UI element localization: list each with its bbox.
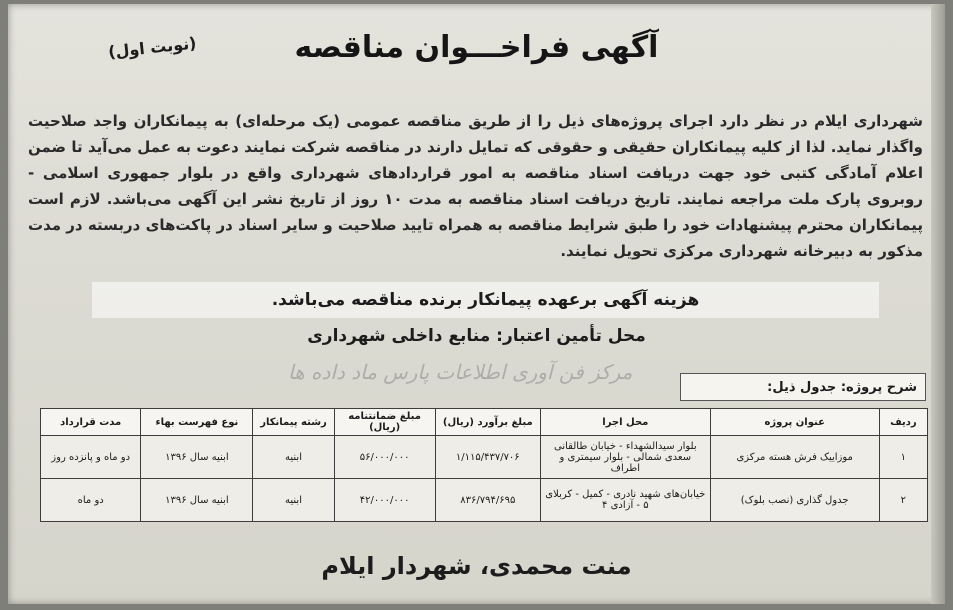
table-row	[41, 479, 928, 522]
cell-contractor-field: ابنیه	[253, 436, 334, 479]
cell-project-title: جدول گذاری (نصب بلوک)	[710, 479, 879, 522]
col-header-guarantee: مبلغ ضمانتنامه (ریال)	[334, 409, 435, 436]
project-description-label	[680, 373, 926, 401]
table-row	[41, 436, 928, 479]
project-description-text: شرح پروژه: جدول ذیل:	[767, 379, 917, 395]
notice-title: آگهی فراخـــوان مناقصه	[294, 30, 659, 65]
cell-guarantee: ۴۲/۰۰۰/۰۰۰	[334, 479, 435, 522]
col-header-location: محل اجرا	[540, 409, 710, 436]
cell-guarantee: ۵۶/۰۰۰/۰۰۰	[334, 436, 435, 479]
cell-duration: دو ماه و پانزده روز	[41, 436, 141, 479]
col-header-contractor-field: رشته پیمانکار	[253, 409, 334, 436]
cell-row-number: ۱	[879, 436, 927, 479]
table-header-row	[41, 409, 928, 436]
projects-table	[40, 408, 928, 522]
cell-estimate: ۱/۱۱۵/۴۳۷/۷۰۶	[435, 436, 540, 479]
newspaper-clipping	[8, 4, 945, 604]
cell-location: بلوار سیدالشهداء - خیابان طالقانی سعدی شمالی - بلوار سیمتری و اطراف	[540, 436, 710, 479]
watermark: مرکز فن آوری اطلاعات پارس ماد داده ها	[288, 360, 633, 384]
notice-paragraph: شهرداری ایلام در نظر دارد اجرای پروژه‌های ذیل را از طریق مناقصه عمومی (یک مرحله‌ای) به پیمانکاران واجد صلاحیت واگذار نماید. لذا از کلیه پیمانکاران حقیقی و حقوقی که تمایل دارند در مناقصه شرکت نمایند دعوت به عمل می‌آید تا ضمن اعلام آمادگی کتبی خود جهت دریافت اسناد مناقصه به امور قراردادهای شهرداری واقع در بلوار جمهوری اسلامی - روبروی پارک ملت مراجعه نمایند. تاریخ دریافت اسناد مناقصه به مدت ۱۰ روز از تاریخ نشر این آگهی می‌باشد. لازم است پیمانکاران محترم پیشنهادات خود را طبق شرایط مناقصه به همراه تایید صلاحیت و سایر اسناد در پاکت‌های دربسته در مدت مذکور به دبیرخانه شهرداری مرکزی تحویل نمایند.	[28, 112, 923, 260]
cell-duration: دو ماه	[41, 479, 141, 522]
cell-contractor-field: ابنیه	[253, 479, 334, 522]
signature: منت محمدی، شهردار ایلام	[321, 552, 632, 580]
cell-project-title: موزاییک فرش هسته مرکزی	[710, 436, 879, 479]
page-edge	[931, 4, 945, 604]
funding-note: محل تأمین اعتبار: منابع داخلی شهرداری	[307, 326, 646, 346]
cost-note-text: هزینه آگهی برعهده پیمانکار برنده مناقصه می‌باشد.	[271, 290, 700, 310]
col-header-row-number: ردیف	[879, 409, 927, 436]
col-header-estimate: مبلغ برآورد (ریال)	[435, 409, 540, 436]
round-label: (نوبت اول)	[107, 33, 198, 62]
col-header-project-title: عنوان پروژه	[710, 409, 879, 436]
col-header-price-list: نوع فهرست بهاء	[141, 409, 253, 436]
cost-note	[92, 282, 879, 318]
cell-row-number: ۲	[879, 479, 927, 522]
cell-estimate: ۸۳۶/۷۹۴/۶۹۵	[435, 479, 540, 522]
col-header-duration: مدت قرارداد	[41, 409, 141, 436]
cell-price-list: ابنیه سال ۱۳۹۶	[141, 436, 253, 479]
cell-location: خیابان‌های شهید نادری - کمیل - کربلای ۵ - آزادی ۴	[540, 479, 710, 522]
cell-price-list: ابنیه سال ۱۳۹۶	[141, 479, 253, 522]
